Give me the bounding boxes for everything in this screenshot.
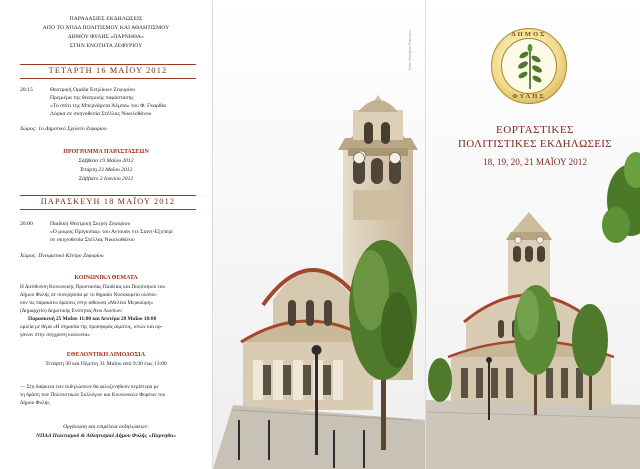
day2-place: Χώρος: Πνευματικό Κέντρο Ζεφυρίου [20, 253, 104, 259]
day1-line: Πρεμιέρα της θεατρικής παράστασης [50, 95, 134, 101]
divider [20, 78, 196, 79]
program-heading: ΠΡΟΓΡΑΜΜΑ ΠΑΡΑΣΤΑΣΕΩΝ [63, 149, 149, 155]
note-line: — Στη διάρκεια των εκδηλώσεων θα φιλοξενηθούν περίπτερα με [20, 384, 159, 390]
day1-heading: ΤΕΤΑΡΤΗ 16 ΜΑΪΟΥ 2012 [48, 66, 168, 75]
social-line: ούν τις παρακάτω δράσεις στην αίθουσα «Μελίνα Μερκούρη» [20, 300, 153, 306]
cover-title-line-1: ΕΟΡΤΑΣΤΙΚΕΣ [496, 124, 574, 136]
program-item: Σάββατο 19 Μαΐου 2012 [78, 158, 134, 164]
day2-heading: ΠΑΡΑΣΚΕΥΗ 18 ΜΑΪΟΥ 2012 [40, 197, 176, 206]
logo-emblem [501, 38, 557, 94]
footer-line-2: ΝΠΔΔ Πολιτισμού & Αθλητισμού Δήμου Φυλής «Παρνηθα» [36, 433, 176, 439]
divider [20, 64, 196, 65]
day1-line: Λόρκα σε σκηνοθεσία Στέλλας Νικολοθάνου [50, 111, 152, 117]
photo-credit: Foto: Georgios Giannaris [408, 29, 412, 70]
program-item: Σάββατο 2 Ιουνίου 2012 [78, 176, 134, 182]
day1-line: «Το σπίτι της Μπερνάρντα Άλμπα» του Φ. Γκαρθία [50, 103, 166, 109]
day1-place: Χώρος: 1ο Δημοτικό Σχολείο Ζεφυρίου [20, 126, 107, 132]
footer-line-1: Οργάνωση και επιμέλεια εκδηλώσεων: [63, 424, 149, 430]
blood-heading: ΕΘΕΛΟΝΤΙΚΗ ΑΙΜΟΔΟΣΙΑ [66, 352, 146, 358]
social-heading: ΚΟΙΝΩΝΙΚΑ ΘΕΜΑΤΑ [74, 275, 138, 281]
day2-line: «Ο μικρός Πρίγκιπας» του Αντουάν ντε Σαιντ-Εξυπερί [50, 229, 173, 235]
municipality-logo [491, 28, 567, 104]
social-line: Δήμου Φυλής σε συνεργασία με το θηριαίο Νοσοκομείο υλοποι- [20, 292, 158, 298]
logo-text-bottom: ΦΥΛΗΣ [512, 93, 546, 100]
middle-panel [212, 0, 425, 469]
note-line: τη δράση των Πολιτιστικών Συλλόγων και Κοινωνικών Φορέων του [20, 392, 166, 398]
blood-line: Τετάρτη 30 και Πέμπτη 31 Μαΐου από 9:30 έως 13:00 [45, 361, 167, 367]
church-photo [213, 0, 425, 469]
org-line-2: ΑΠΟ ΤΟ ΝΠΔΔ ΠΟΛΙΤΙΣΜΟΥ ΚΑΙ ΑΘΛΗΤΙΣΜΟΥ [42, 25, 170, 31]
org-line-3: ΔΗΜΟΥ ΦΥΛΗΣ «ΠΑΡΝΗΘΑ» [68, 34, 144, 40]
cover-dates: 18, 19, 20, 21 ΜΑΪΟΥ 2012 [483, 157, 587, 167]
day2-line: Παιδική Θεατρική Σκηνή Ζεφυρίου [50, 221, 131, 227]
social-line: ομιλία με θέμα «Η σημασία της προσφοράς αίματος, ιστών και ορ- [20, 324, 163, 330]
org-line-1: ΠΑΡΑΔΑΣΙΕΣ ΕΚΔΗΛΩΣΕΙΣ [69, 16, 143, 22]
social-line: Η Διεύθυνση Κοινωνικής Προστασίας Παιδείας και Πολιτισμού του [20, 284, 166, 290]
social-line: γάνων στην σύγχρονη κοινωνία» [20, 332, 90, 338]
cover-title-line-2: ΠΟΛΙΤΙΣΤΙΚΕΣ ΕΚΔΗΛΩΣΕΙΣ [458, 138, 612, 150]
day2-line: σε σκηνοθεσία Στέλλας Νικολοθάνου [50, 237, 135, 243]
olive-branch-icon [502, 39, 558, 95]
day1-time: 20:15 [20, 87, 33, 93]
social-line: (Δημαρχείο) Δημοτικής Ενότητας Άνω Λιοσίων: [20, 308, 123, 314]
divider [20, 209, 196, 210]
program-item: Τετάρτη 23 Μαΐου 2012 [79, 167, 133, 173]
logo-text-top: ΔΗΜΟΣ [511, 31, 547, 38]
social-line: Παρασκευή 25 Μαΐου 11:00 και Δευτέρα 28 Μαΐου 18:00 [28, 316, 157, 322]
divider [20, 195, 196, 196]
day2-time: 20:00 [20, 221, 33, 227]
org-line-4: ΣΤΗΝ ΕΝΟΤΗΤΑ ΖΕΦΥΡΙΟΥ [69, 43, 143, 49]
day1-line: Θεατρική Ομάδα Ενηλίκων Ζεφυρίου [50, 87, 136, 93]
note-line: Δήμου Φυλής [20, 400, 50, 406]
